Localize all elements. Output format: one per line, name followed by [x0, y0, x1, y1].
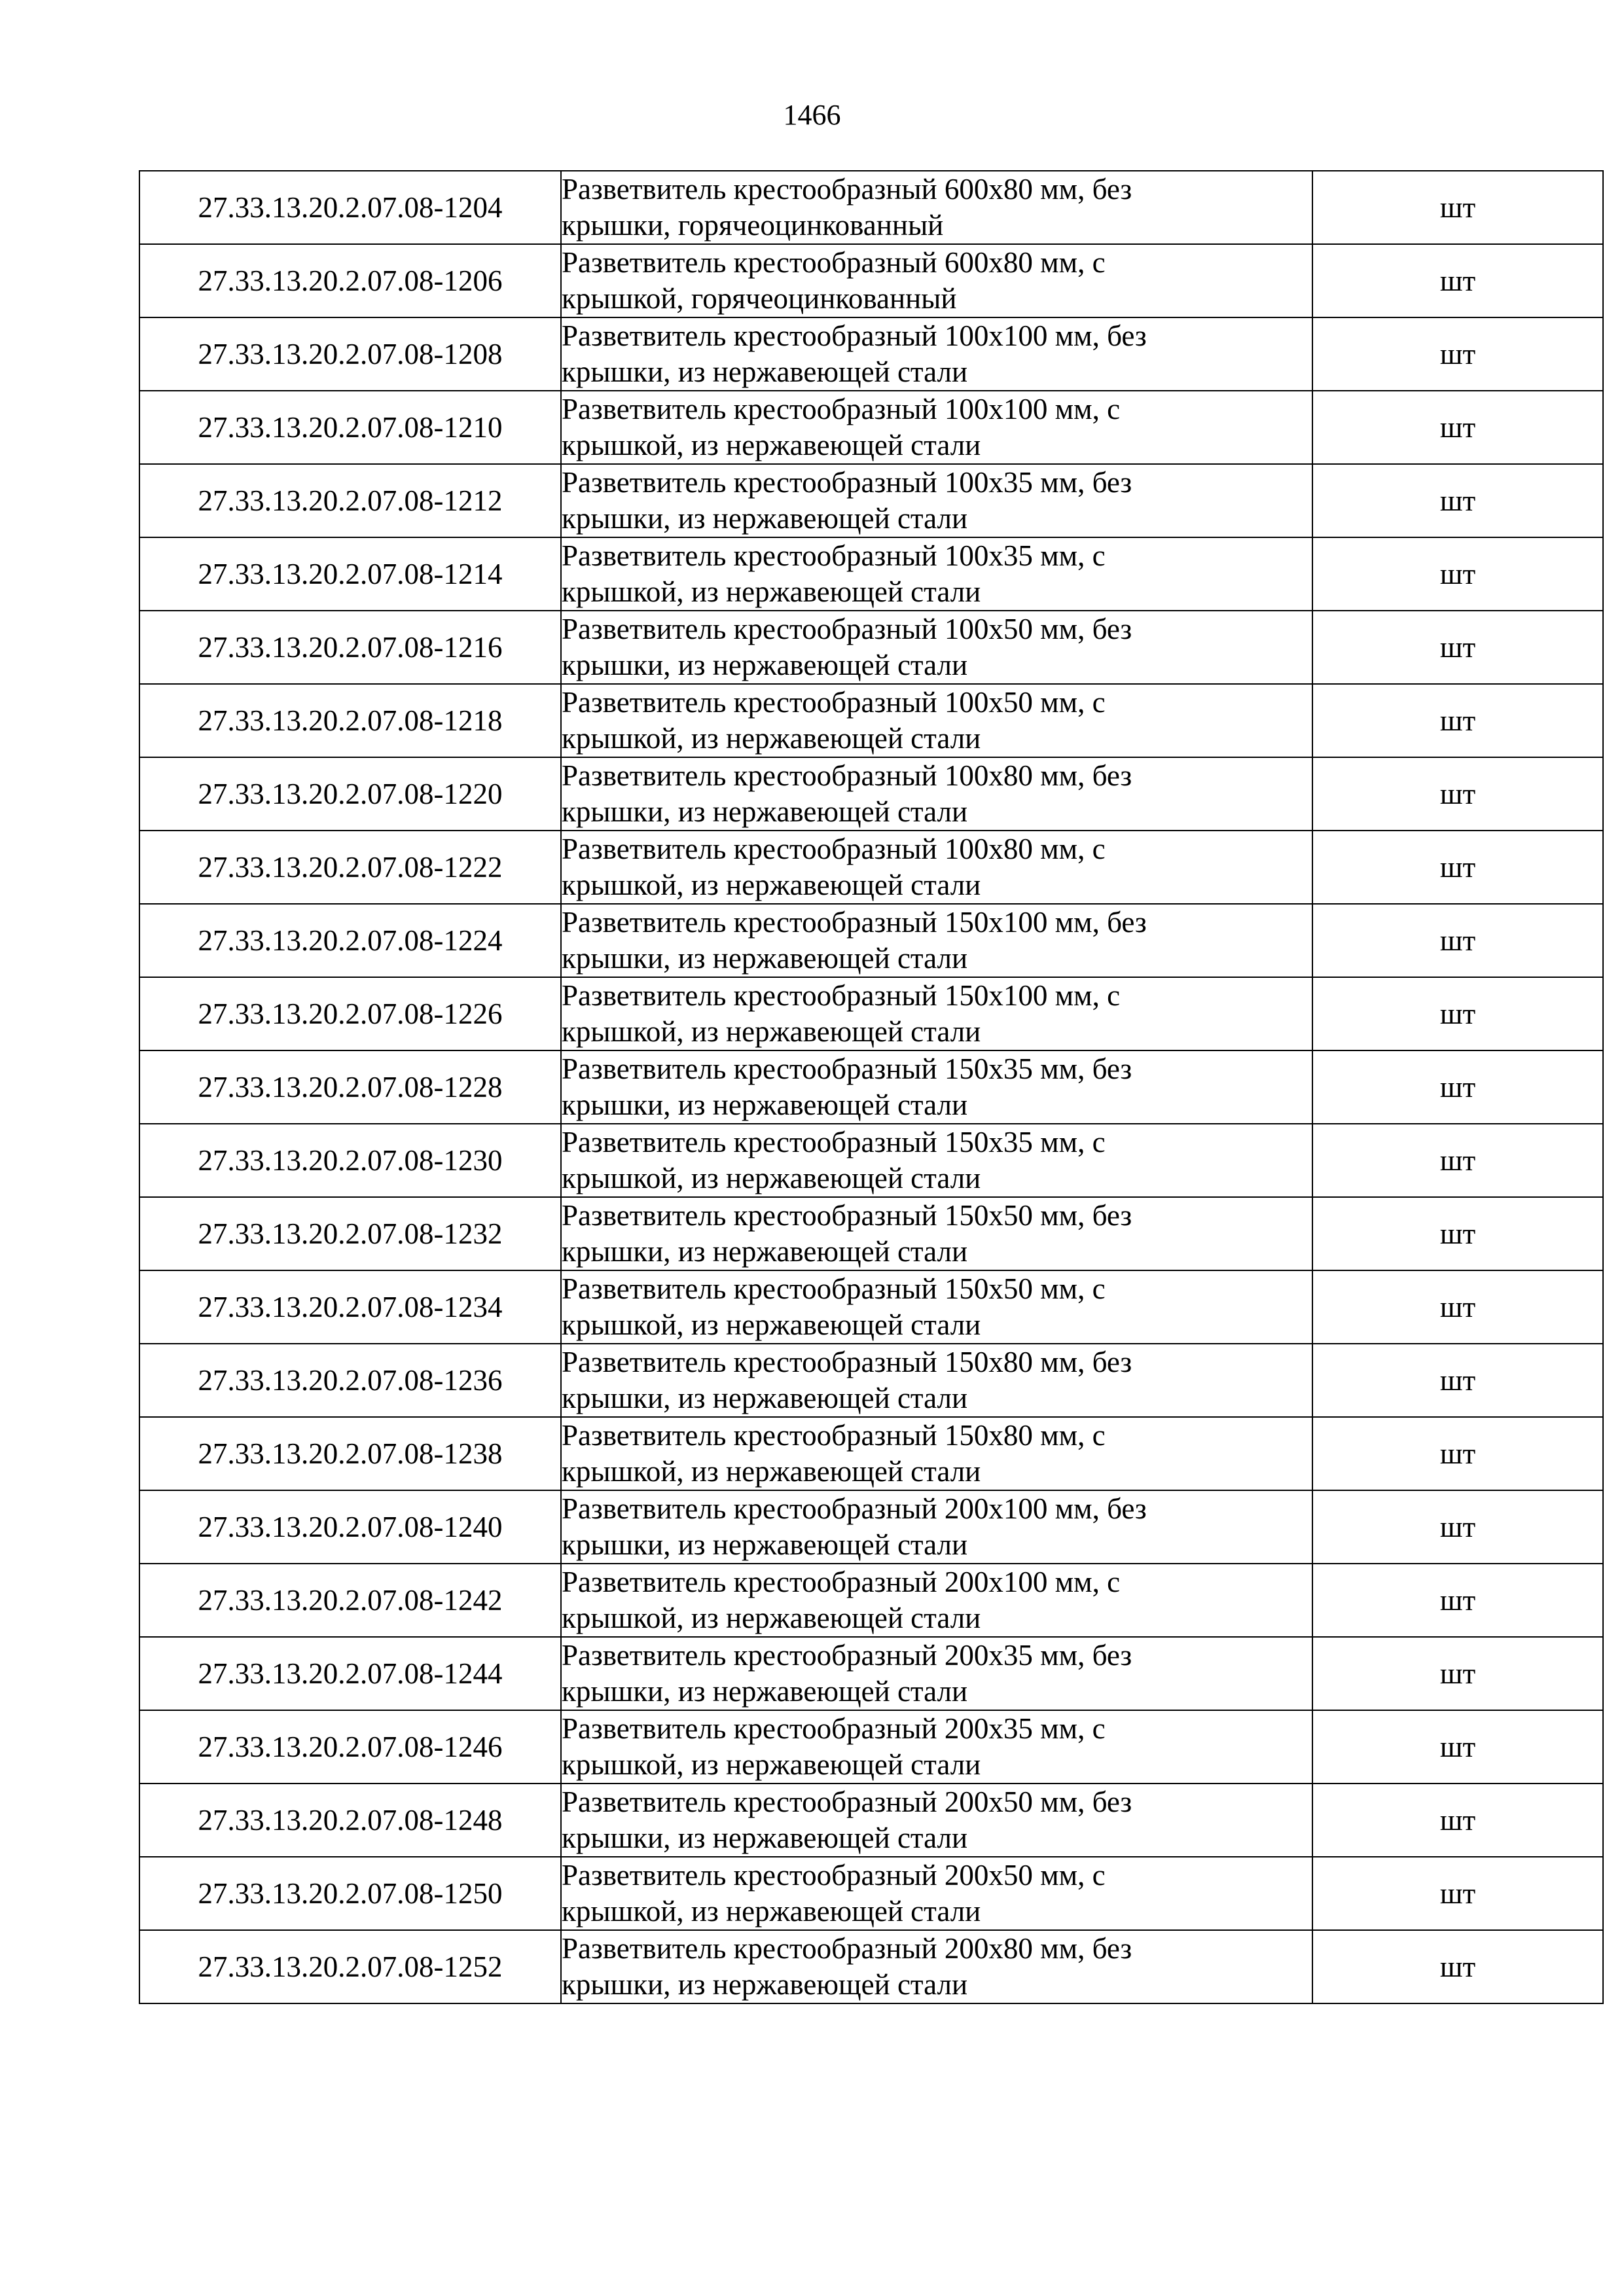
description-line-2: крышки, из нержавеющей стали — [562, 1088, 968, 1121]
unit-of-measure: шт — [1312, 1490, 1603, 1564]
resource-code: 27.33.13.20.2.07.08-1246 — [139, 1710, 561, 1784]
description-line-1: Разветвитель крестообразный 100x50 мм, без — [562, 613, 1132, 645]
description-line-1: Разветвитель крестообразный 200x50 мм, с — [562, 1859, 1106, 1892]
resource-table-body — [139, 171, 1603, 2003]
resource-description — [561, 244, 1312, 317]
table-row — [139, 464, 1603, 537]
description-line-2: крышкой, из нержавеющей стали — [562, 722, 981, 755]
resource-code: 27.33.13.20.2.07.08-1224 — [139, 904, 561, 977]
description-line-2: крышки, из нержавеющей стали — [562, 1382, 968, 1414]
description-line-1: Разветвитель крестообразный 150x35 мм, без — [562, 1052, 1132, 1085]
description-line-2: крышки, из нержавеющей стали — [562, 1968, 968, 2001]
resource-code: 27.33.13.20.2.07.08-1208 — [139, 317, 561, 391]
description-line-2: крышки, из нержавеющей стали — [562, 355, 968, 388]
description-line-2: крышкой, из нержавеющей стали — [562, 1308, 981, 1341]
unit-of-measure: шт — [1312, 244, 1603, 317]
description-line-1: Разветвитель крестообразный 150x100 мм, с — [562, 979, 1121, 1012]
description-line-2: крышки, из нержавеющей стали — [562, 942, 968, 975]
table-row — [139, 1490, 1603, 1564]
resource-description — [561, 1930, 1312, 2003]
resource-description — [561, 1490, 1312, 1564]
table-row — [139, 244, 1603, 317]
unit-of-measure: шт — [1312, 1417, 1603, 1490]
unit-of-measure: шт — [1312, 464, 1603, 537]
table-row — [139, 1930, 1603, 2003]
description-line-1: Разветвитель крестообразный 100x80 мм, с — [562, 833, 1106, 865]
resource-code: 27.33.13.20.2.07.08-1232 — [139, 1197, 561, 1270]
description-line-2: крышкой, из нержавеющей стали — [562, 429, 981, 461]
resource-code: 27.33.13.20.2.07.08-1244 — [139, 1637, 561, 1710]
resource-code: 27.33.13.20.2.07.08-1238 — [139, 1417, 561, 1490]
resource-description — [561, 1197, 1312, 1270]
description-line-2: крышкой, из нержавеющей стали — [562, 575, 981, 608]
unit-of-measure: шт — [1312, 904, 1603, 977]
resource-code: 27.33.13.20.2.07.08-1206 — [139, 244, 561, 317]
resource-code: 27.33.13.20.2.07.08-1226 — [139, 977, 561, 1050]
unit-of-measure: шт — [1312, 1710, 1603, 1784]
resource-code: 27.33.13.20.2.07.08-1252 — [139, 1930, 561, 2003]
resource-description — [561, 1564, 1312, 1637]
resource-description — [561, 464, 1312, 537]
description-line-1: Разветвитель крестообразный 200x100 мм, с — [562, 1566, 1121, 1598]
description-line-1: Разветвитель крестообразный 200x35 мм, без — [562, 1639, 1132, 1672]
table-row — [139, 757, 1603, 831]
unit-of-measure: шт — [1312, 1124, 1603, 1197]
unit-of-measure: шт — [1312, 611, 1603, 684]
resource-code: 27.33.13.20.2.07.08-1212 — [139, 464, 561, 537]
description-line-1: Разветвитель крестообразный 150x50 мм, с — [562, 1272, 1106, 1305]
table-row — [139, 1564, 1603, 1637]
table-row — [139, 1710, 1603, 1784]
table-row — [139, 537, 1603, 611]
description-line-2: крышки, из нержавеющей стали — [562, 1528, 968, 1561]
resource-code: 27.33.13.20.2.07.08-1210 — [139, 391, 561, 464]
resource-code: 27.33.13.20.2.07.08-1240 — [139, 1490, 561, 1564]
table-row — [139, 1857, 1603, 1930]
description-line-2: крышкой, из нержавеющей стали — [562, 1602, 981, 1634]
description-line-1: Разветвитель крестообразный 600x80 мм, с — [562, 246, 1106, 279]
table-row — [139, 684, 1603, 757]
resource-description — [561, 537, 1312, 611]
table-row — [139, 1417, 1603, 1490]
table-row — [139, 1124, 1603, 1197]
resource-code: 27.33.13.20.2.07.08-1216 — [139, 611, 561, 684]
resource-description — [561, 831, 1312, 904]
resource-description — [561, 1124, 1312, 1197]
description-line-2: крышкой, из нержавеющей стали — [562, 869, 981, 901]
unit-of-measure: шт — [1312, 1857, 1603, 1930]
resource-description — [561, 1344, 1312, 1417]
table-row — [139, 1050, 1603, 1124]
table-row — [139, 1784, 1603, 1857]
unit-of-measure: шт — [1312, 1564, 1603, 1637]
description-line-2: крышкой, из нержавеющей стали — [562, 1895, 981, 1928]
description-line-1: Разветвитель крестообразный 200x80 мм, без — [562, 1932, 1132, 1965]
unit-of-measure: шт — [1312, 1637, 1603, 1710]
resource-code: 27.33.13.20.2.07.08-1250 — [139, 1857, 561, 1930]
unit-of-measure: шт — [1312, 831, 1603, 904]
resource-code: 27.33.13.20.2.07.08-1248 — [139, 1784, 561, 1857]
description-line-1: Разветвитель крестообразный 150x35 мм, с — [562, 1126, 1106, 1158]
resource-description — [561, 1417, 1312, 1490]
resource-description — [561, 317, 1312, 391]
resource-description — [561, 977, 1312, 1050]
resource-code: 27.33.13.20.2.07.08-1214 — [139, 537, 561, 611]
resource-code: 27.33.13.20.2.07.08-1204 — [139, 171, 561, 244]
unit-of-measure: шт — [1312, 1930, 1603, 2003]
unit-of-measure: шт — [1312, 1050, 1603, 1124]
resource-description — [561, 1270, 1312, 1344]
resource-description — [561, 611, 1312, 684]
resource-description — [561, 1637, 1312, 1710]
table-row — [139, 1197, 1603, 1270]
resource-code: 27.33.13.20.2.07.08-1230 — [139, 1124, 561, 1197]
description-line-2: крышкой, из нержавеющей стали — [562, 1162, 981, 1194]
unit-of-measure: шт — [1312, 1344, 1603, 1417]
description-line-2: крышкой, горячеоцинкованный — [562, 282, 957, 315]
description-line-1: Разветвитель крестообразный 100x100 мм, с — [562, 393, 1121, 425]
description-line-1: Разветвитель крестообразный 150x50 мм, без — [562, 1199, 1132, 1232]
description-line-1: Разветвитель крестообразный 100x100 мм, без — [562, 319, 1147, 352]
table-row — [139, 1344, 1603, 1417]
unit-of-measure: шт — [1312, 757, 1603, 831]
description-line-1: Разветвитель крестообразный 100x35 мм, с — [562, 539, 1106, 572]
resource-table — [139, 170, 1604, 2004]
table-row — [139, 611, 1603, 684]
unit-of-measure: шт — [1312, 684, 1603, 757]
table-row — [139, 831, 1603, 904]
table-row — [139, 977, 1603, 1050]
description-line-2: крышки, из нержавеющей стали — [562, 1675, 968, 1708]
description-line-2: крышки, из нержавеющей стали — [562, 649, 968, 681]
resource-code: 27.33.13.20.2.07.08-1220 — [139, 757, 561, 831]
description-line-2: крышки, из нержавеющей стали — [562, 1235, 968, 1268]
unit-of-measure: шт — [1312, 1784, 1603, 1857]
unit-of-measure: шт — [1312, 171, 1603, 244]
resource-code: 27.33.13.20.2.07.08-1228 — [139, 1050, 561, 1124]
description-line-2: крышки, горячеоцинкованный — [562, 209, 944, 242]
unit-of-measure: шт — [1312, 391, 1603, 464]
table-row — [139, 904, 1603, 977]
description-line-1: Разветвитель крестообразный 100x35 мм, без — [562, 466, 1132, 499]
resource-description — [561, 1857, 1312, 1930]
description-line-1: Разветвитель крестообразный 100x50 мм, с — [562, 686, 1106, 719]
resource-description — [561, 1050, 1312, 1124]
unit-of-measure: шт — [1312, 977, 1603, 1050]
table-row — [139, 1270, 1603, 1344]
unit-of-measure: шт — [1312, 317, 1603, 391]
description-line-1: Разветвитель крестообразный 200x35 мм, с — [562, 1712, 1106, 1745]
description-line-1: Разветвитель крестообразный 150x100 мм, без — [562, 906, 1147, 939]
resource-description — [561, 1784, 1312, 1857]
description-line-1: Разветвитель крестообразный 200x100 мм, без — [562, 1492, 1147, 1525]
description-line-2: крышки, из нержавеющей стали — [562, 795, 968, 828]
resource-code: 27.33.13.20.2.07.08-1234 — [139, 1270, 561, 1344]
table-row — [139, 391, 1603, 464]
unit-of-measure: шт — [1312, 1270, 1603, 1344]
table-row — [139, 317, 1603, 391]
resource-description — [561, 757, 1312, 831]
page-number: 1466 — [783, 99, 841, 131]
description-line-2: крышкой, из нержавеющей стали — [562, 1455, 981, 1488]
table-row — [139, 1637, 1603, 1710]
description-line-1: Разветвитель крестообразный 100x80 мм, без — [562, 759, 1132, 792]
resource-code: 27.33.13.20.2.07.08-1218 — [139, 684, 561, 757]
resource-description — [561, 904, 1312, 977]
resource-code: 27.33.13.20.2.07.08-1242 — [139, 1564, 561, 1637]
resource-code: 27.33.13.20.2.07.08-1236 — [139, 1344, 561, 1417]
description-line-1: Разветвитель крестообразный 200x50 мм, без — [562, 1785, 1132, 1818]
table-row — [139, 171, 1603, 244]
description-line-2: крышки, из нержавеющей стали — [562, 1821, 968, 1854]
unit-of-measure: шт — [1312, 1197, 1603, 1270]
description-line-2: крышкой, из нержавеющей стали — [562, 1015, 981, 1048]
resource-description — [561, 391, 1312, 464]
description-line-1: Разветвитель крестообразный 150x80 мм, с — [562, 1419, 1106, 1452]
unit-of-measure: шт — [1312, 537, 1603, 611]
resource-description — [561, 171, 1312, 244]
description-line-2: крышки, из нержавеющей стали — [562, 502, 968, 535]
description-line-1: Разветвитель крестообразный 150x80 мм, без — [562, 1346, 1132, 1378]
resource-description — [561, 1710, 1312, 1784]
resource-description — [561, 684, 1312, 757]
description-line-1: Разветвитель крестообразный 600x80 мм, без — [562, 173, 1132, 206]
resource-code: 27.33.13.20.2.07.08-1222 — [139, 831, 561, 904]
description-line-2: крышкой, из нержавеющей стали — [562, 1748, 981, 1781]
